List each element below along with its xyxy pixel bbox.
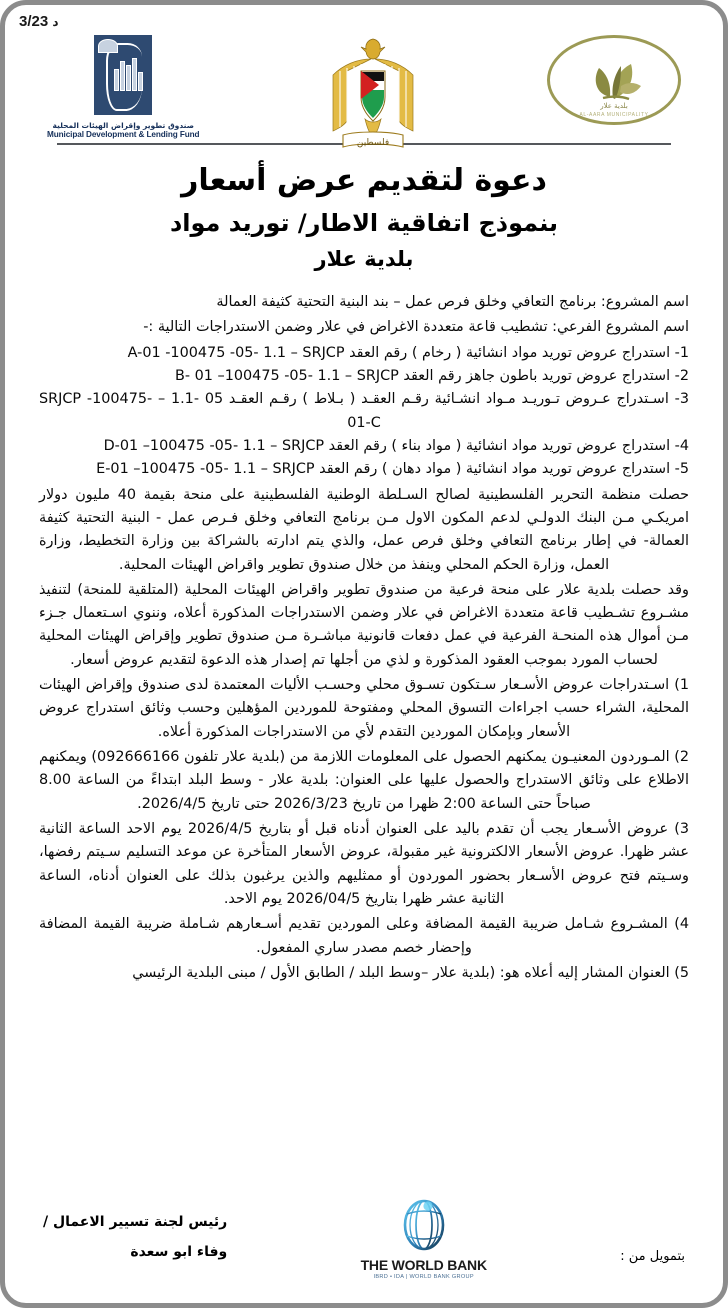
subgrant-paragraph: وقد حصلت بلدية علار على منحة فرعية من صندوق تطوير واقراض الهيئات المحلية (المتلقية للمنحة) لتنفيذ مشـروع تشـطيب قاعة متعددة الاغراض في علار وضمن الاستدراجات المذكورة أعلاه، وننوي اسـتعمال جـزء مـن أموال هذه المنحـة الفرعية في عمل دفعات قانونية مباشـرة مـن صندوق تطوير وإقراض الهيئات المحلية لحساب المورد بموجب العقود المذكورة و لذي من أجلها تم إصدار هذه الدعوة لتقديم عروض أسعار. [39,581,689,668]
world-bank-block [361,1197,487,1280]
signature-block [43,1197,227,1267]
document-footer [13,1197,715,1291]
municipality-logo-block [547,35,681,125]
tender-item: 3- اسـتدراج عـروض تـوريـد مـواد انشـائية رقـم العقـد ( بـلاط ) رقـم العقـد 05 -1.1 – SRJCP -100475- 01-C [39,391,689,431]
project-name: اسم المشروع: برنامج التعافي وخلق فرص عمل – بند البنية التحتية كثيفة العمالة [216,293,689,310]
tender-item: 5- استدراج عروض توريد مواد انشائية ( مواد دهان ) رقم العقد E-01 –100475 -05- 1.1 – SRJCP [96,461,689,478]
world-bank-globe-icon [395,1199,453,1251]
grant-paragraph: حصلت منظمة التحرير الفلسطينية لصالح السـلطة الوطنية الفلسطينية على منحة بقيمة 40 مليون دولار امريكـي مـن البنك الدولـي لدعم المكون الاول مـن برنامج التعافي وخلق فـرص عمل - البنية التحتية كثيفة العمالة- في إطار برنامج التعافي وخلق فرص عمل، والذي يتم ادارته بالشراكة بين وزارة التخطيط، وزارة العمل، وزارة الحكم المحلي وينفذ من خلال صندوق تطوير واقراض الهيئات المحلية. [39,486,689,573]
world-bank-name: THE WORLD BANK [360,1257,487,1273]
condition-item-1: 1) اسـتدراجات عروض الأسـعار سـتكون تسـوق محلي وحسـب الأليات المعتمدة لدى صندوق وإقراض الهيئات المحلية، الشراء حسب اجراءات التسوق المحلي ومفتوحة للموردين المؤهلين وحسب وثائق استدراج عروض الأسعار وبإمكان الموردين التقدم لأي من الاستدراجات المذكورة أعلاه. [39,677,689,740]
page-marker-suffix: د [52,15,59,29]
condition-item-4: 4) المشـروع شـامل ضريبة القيمة المضافة وعلى الموردين تقديم أسـعارهم شـاملة ضريبة القيمة المضافة وإحضار خصم مصدر ساري المفعول. [39,916,689,956]
tender-item: 4- استدراج عروض توريد مواد انشائية ( مواد بناء ) رقم العقد D-01 –100475 -05- 1.1 – SRJCP [103,437,689,454]
document-title [13,145,715,285]
sub-project-name: اسم المشروع الفرعي: تشطيب قاعة متعددة الاغراض في علار وضمن الاستدراجات التالية :- [143,319,689,336]
condition-item-3: 3) عروض الأسـعار يجب أن تقدم باليد على العنوان أدناه قبل أو بتاريخ 2026/4/5 يوم الاحد الساعة الثانية عشر ظهرا. عروض الأسعار الالكترونية غير مقبولة، عروض الأسعار المتأخرة عن موعد التسليم سـيتم رفضها، وسـيتم فتح عروض الأسـعار بحضور الموردون أو ممثليهم والذين يرغبون بذلك على العنوان أدناه، الساعة الثانية عشر ظهرا بتاريخ 2026/04/5 يوم الاحد. [39,821,689,908]
tender-item: 2- استدراج عروض توريد باطون جاهز رقم العقد B- 01 –100475 -05- 1.1 – SRJCP [174,367,689,384]
mdlf-caption-en: Municipal Development & Lending Fund [47,130,200,139]
municipality-logo-icon [547,35,681,125]
title-line-3: بلدية علار [314,247,414,272]
header-logo-band [13,11,715,148]
page-marker-number: 3/23 [19,13,49,30]
world-bank-subtitle: IBRD • IDA | WORLD BANK GROUP [373,1274,474,1280]
municipality-caption-en: AL-AARA MUNICIPALITY [579,112,649,118]
funded-by-label: بتمويل من : [620,1249,685,1264]
signature-name: وفاء ابو سعدة [130,1244,228,1261]
emblem-banner-text: فلسطين [357,138,390,148]
mdlf-logo-block [47,35,199,139]
document-body [13,285,715,986]
tender-item: 1- استدراج عروض توريد مواد انشائية ( رخام ) رقم العقد A-01 -100475 -05- 1.1 – SRJCP [127,344,689,361]
condition-item-2: 2) المـوردون المعنيـون يمكنهم الحصول على المعلومات اللازمة من (بلدية علار تلفون 092666166) ويمكنهم الاطلاع على وثائق الاستدراج والحصول عليها على العنوان: بلدية علار - وسط البلد ابتداءً من الساعة 8.00 صباحاً حتى الساعة 2:00 ظهرا من تاريخ 2026/3/23 حتى تاريخ 2026/4/5. [39,749,689,812]
title-line-1: دعوة لتقديم عرض أسعار [181,163,547,198]
page-marker [19,13,59,30]
condition-item-5: 5) العنوان المشار إليه أعلاه هو: (بلدية علار –وسط البلد / الطابق الأول / مبنى البلدية الرئيسي [132,965,689,982]
mdlf-caption-ar: صندوق تطوير وإقراض الهيئات المحلية [52,121,194,130]
palestine-eagle-emblem-icon [321,35,425,155]
signature-title: رئيس لجنة تسيير الاعمال / [43,1214,228,1230]
mdlf-logo-icon [94,35,152,115]
municipality-caption-ar: بلدية علار [600,102,628,110]
title-line-2: بنموذج اتفاقية الاطار/ توريد مواد [169,208,559,237]
state-emblem-block [321,35,425,155]
